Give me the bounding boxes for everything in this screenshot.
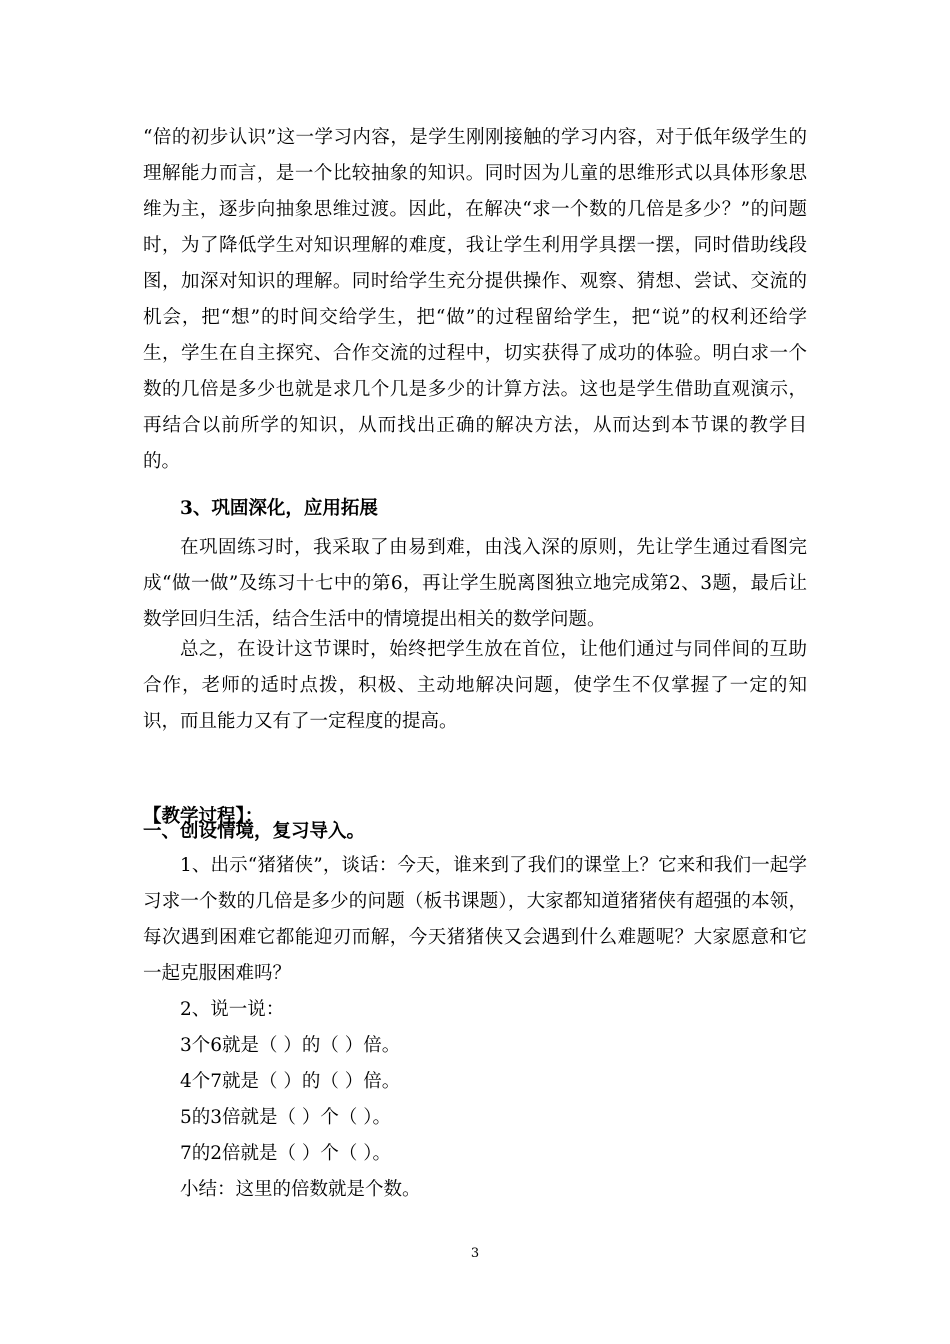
intro-paragraph	[143, 120, 807, 480]
intro-text: “倍的初步认识”这一学习内容，是学生刚刚接触的学习内容，对于低年级学生的理解能力而言，是一个比较抽象的知识。同时因为儿童的思维形式以具体形象思维为主，逐步向抽象思维过渡。因此，在解决“求一个数的几倍是多少？”的问题时，为了降低学生对知识理解的难度，我让学生利用学具摆一摆，同时借助线段图，加深对知识的理解。同时给学生充分提供操作、观察、猜想、尝试、交流的机会，把“想”的时间交给学生，把“做”的过程留给学生，把“说”的权利还给学生，学生在自主探究、合作交流的过程中，切实获得了成功的体验。明白求一个数的几倍是多少也就是求几个几是多少的计算方法。这也是学生借助直观演示，再结合以前所学的知识，从而找出正确的解决方法，从而达到本节课的教学目的。	[143, 127, 807, 472]
item-one-paragraph	[143, 848, 807, 992]
summary-text: 总之，在设计这节课时，始终把学生放在首位，让他们通过与同伴间的互助合作，老师的适时点拨，积极、主动地解决问题，使学生不仅掌握了一定的知识，而且能力又有了一定程度的提高。	[143, 639, 807, 732]
summary-paragraph	[143, 632, 807, 740]
question-line: 5的3倍就是（ ）个（ ）。	[180, 1107, 392, 1128]
question-line: 7的2倍就是（ ）个（ ）。	[180, 1143, 392, 1164]
section-one-heading: 一、创设情境，复习导入。	[143, 821, 366, 842]
section-heading-3: 3、巩固深化，应用拓展	[180, 498, 378, 519]
practice-paragraph	[143, 530, 807, 638]
question-line: 3个6就是（ ）的（ ）倍。	[180, 1035, 401, 1056]
teaching-process-heading: 【教学过程】：	[143, 806, 264, 827]
practice-text: 在巩固练习时，我采取了由易到难，由浅入深的原则，先让学生通过看图完成“做一做”及练习十七中的第6，再让学生脱离图独立地完成第2、3题，最后让数学回归生活，结合生活中的情境提出相关的数学问题。	[143, 537, 807, 630]
question-line: 4个7就是（ ）的（ ）倍。	[180, 1071, 401, 1092]
summary-line: 小结：这里的倍数就是个数。	[180, 1179, 421, 1200]
item-two-label: 2、说一说：	[180, 999, 285, 1020]
item-one-text: 1、出示“猪猪侠”，谈话：今天，谁来到了我们的课堂上？它来和我们一起学习求一个数的几倍是多少的问题（板书课题），大家都知道猪猪侠有超强的本领，每次遇到困难它都能迎刃而解，今天猪猪侠又会遇到什么难题呢？大家愿意和它一起克服困难吗？	[143, 855, 807, 984]
page-number: 3	[470, 1246, 480, 1261]
